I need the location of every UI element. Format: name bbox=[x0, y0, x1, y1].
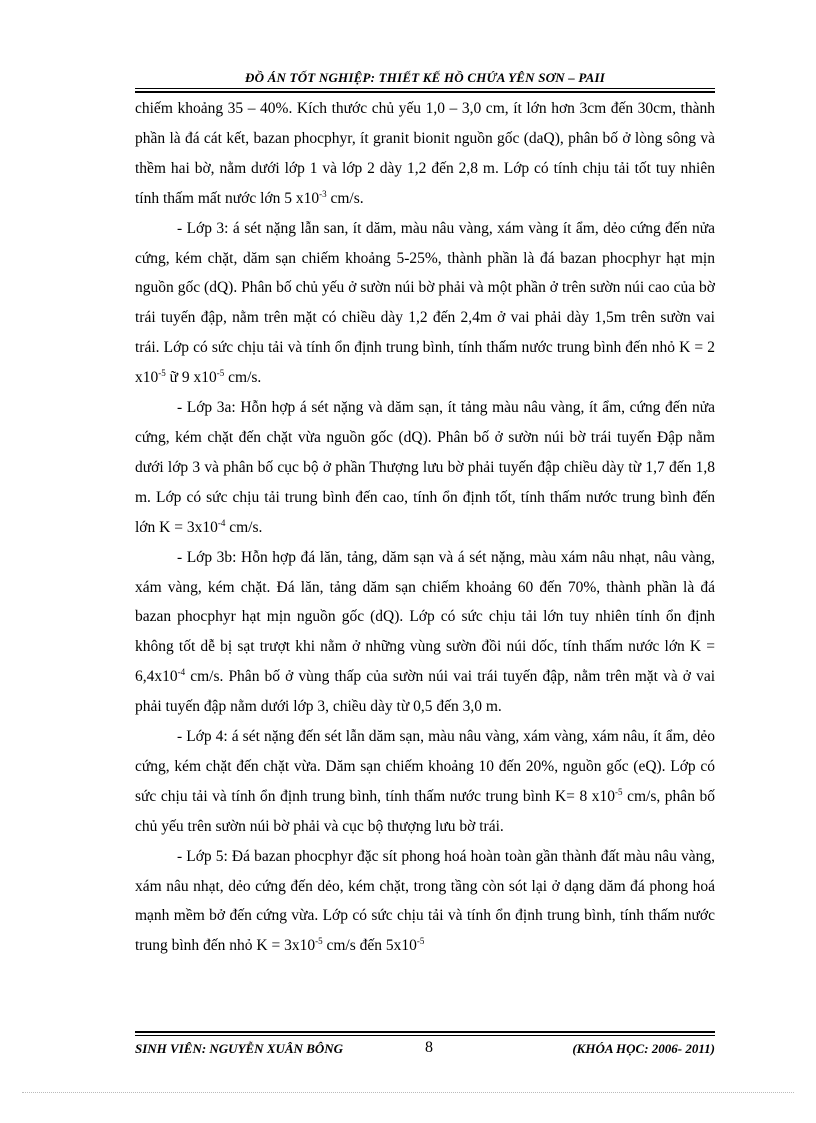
superscript-exponent: -5 bbox=[158, 368, 166, 378]
header-rule bbox=[135, 88, 715, 93]
superscript-exponent: -5 bbox=[615, 786, 623, 797]
text-run: cm/s đến 5x10 bbox=[322, 937, 417, 955]
header-title: ĐỒ ÁN TỐT NGHIỆP: THIẾT KẾ HỒ CHỨA YÊN SƠN – PAII bbox=[245, 70, 605, 85]
footer bbox=[135, 1041, 715, 1061]
text-run: cm/s, phân bố chủ yếu trên sườn núi bờ phải và cục bộ thượng lưu bờ trái. bbox=[135, 787, 716, 835]
paragraph bbox=[135, 214, 715, 393]
text-run: - Lớp 3b: Hỗn hợp đá lăn, tảng, dăm sạn và á sét nặng, màu xám nâu nhạt, nâu vàng, xám vàng, kém chặt. Đá lăn, tảng dăm sạn chiếm khoảng 60 đến 70%, thành phần là đá bazan phocphyr hạt mịn nguồn gốc (dQ). Lớp có sức chịu tải lớn tuy nhiên tính ổn định không tốt dễ bị sạt trượt khi nằm ở những vùng sườn đồi núi dốc, tính thấm nước lớn K = 6,4x10 bbox=[135, 548, 715, 686]
paragraph bbox=[135, 393, 715, 543]
paragraph bbox=[135, 722, 715, 842]
footer-course: (KHÓA HỌC: 2006- 2011) bbox=[572, 1041, 715, 1056]
page-bottom-dotted-line bbox=[22, 1092, 794, 1093]
text-run: - Lớp 4: á sét nặng đến sét lẫn dăm sạn, màu nâu vàng, xám vàng, xám nâu, ít ẩm, dẻo cứng, kém chặt đến chặt vừa. Dăm sạn chiếm khoảng 10 đến 20%, nguồn gốc (eQ). Lớp có sức chịu tải và tính ổn định trung bình, tính thấm nước trung bình K= 8 x10 bbox=[135, 728, 715, 805]
superscript-exponent: -5 bbox=[315, 936, 323, 947]
superscript-exponent: -5 bbox=[216, 368, 225, 378]
text-run: cm/s. bbox=[224, 369, 262, 387]
text-run: - Lớp 3a: Hỗn hợp á sét nặng và dăm sạn, ít tảng màu nâu vàng, ít ẩm, cứng đến nửa cứng, kém chặt đến chặt vừa nguồn gốc (dQ). Phân bố ở sườn núi bờ trái tuyến Đập nằm dưới lớp 3 và phân bố cục bộ ở phần Thượng lưu bờ phải tuyến đập chiều dày từ 1,7 đến 1,8 m. Lớp có sức chịu tải trung bình đến cao, tính ổn định tốt, tính thấm nước trung bình đến lớn K = 3x10 bbox=[135, 399, 715, 536]
paragraph bbox=[135, 842, 715, 962]
paragraph bbox=[135, 94, 715, 214]
paragraph bbox=[135, 543, 715, 722]
superscript-exponent: -4 bbox=[177, 667, 186, 678]
superscript-exponent: -3 bbox=[319, 188, 327, 199]
document-body bbox=[135, 94, 715, 961]
text-run: cm/s. bbox=[225, 518, 263, 536]
superscript-exponent: -4 bbox=[217, 517, 226, 528]
footer-rule bbox=[135, 1031, 715, 1036]
text-run: cm/s. Phân bố ở vùng thấp của sườn núi vai trái tuyến đập, nằm trên mặt và ở vai phải tuyến đập nằm dưới lớp 3, chiều dày từ 0,5 đến 3,0 m. bbox=[135, 668, 715, 716]
superscript-exponent: -5 bbox=[416, 936, 425, 947]
text-run: - Lớp 5: Đá bazan phocphyr đặc sít phong hoá hoàn toàn gần thành đất màu nâu vàng, xám nâu nhạt, dẻo cứng đến dẻo, kém chặt, trong tầng còn sót lại ở dạng dăm đá phong hoá mạnh mềm bở đến cứng vừa. Lớp có sức chịu tải và tính ổn định trung bình, tính thấm nước trung bình đến nhỏ K = 3x10 bbox=[135, 847, 715, 955]
page-number: 8 bbox=[425, 1039, 433, 1056]
text-run: cm/s. bbox=[326, 189, 364, 207]
text-run: chiếm khoảng 35 – 40%. Kích thước chủ yếu 1,0 – 3,0 cm, ít lớn hơn 3cm đến 30cm, thành phần là đá cát kết, bazan phocphyr, ít granit bionit nguồn gốc (daQ), phân bố ở lòng sông và thềm hai bờ, nằm dưới lớp 1 và lớp 2 dày 1,2 đến 2,8 m. Lớp có tính chịu tải tốt tuy nhiên tính thấm mất nước lớn 5 x10 bbox=[135, 100, 715, 207]
text-run: - Lớp 3: á sét nặng lẫn san, ít dăm, màu nâu vàng, xám vàng ít ẩm, dẻo cứng đến nửa cứng, kém chặt, dăm sạn chiếm khoảng 5-25%, thành phần là đá bazan phocphyr hạt mịn nguồn gốc (dQ). Phân bố chủ yếu ở sườn núi bờ phải và một phần ở trên sườn núi cao của bờ trái tuyến đập, nằm trên mặt có chiều dày 1,2 đến 2,4m ở vai phải dày 1,5m trên sườn vai trái. Lớp có sức chịu tải và tính ổn định trung bình, tính thấm nước trung bình đến nhỏ K = 2 x10 bbox=[135, 219, 715, 387]
text-run: ữ 9 x10 bbox=[165, 369, 217, 387]
footer-student: SINH VIÊN: NGUYỄN XUÂN BÔNG bbox=[135, 1041, 344, 1056]
